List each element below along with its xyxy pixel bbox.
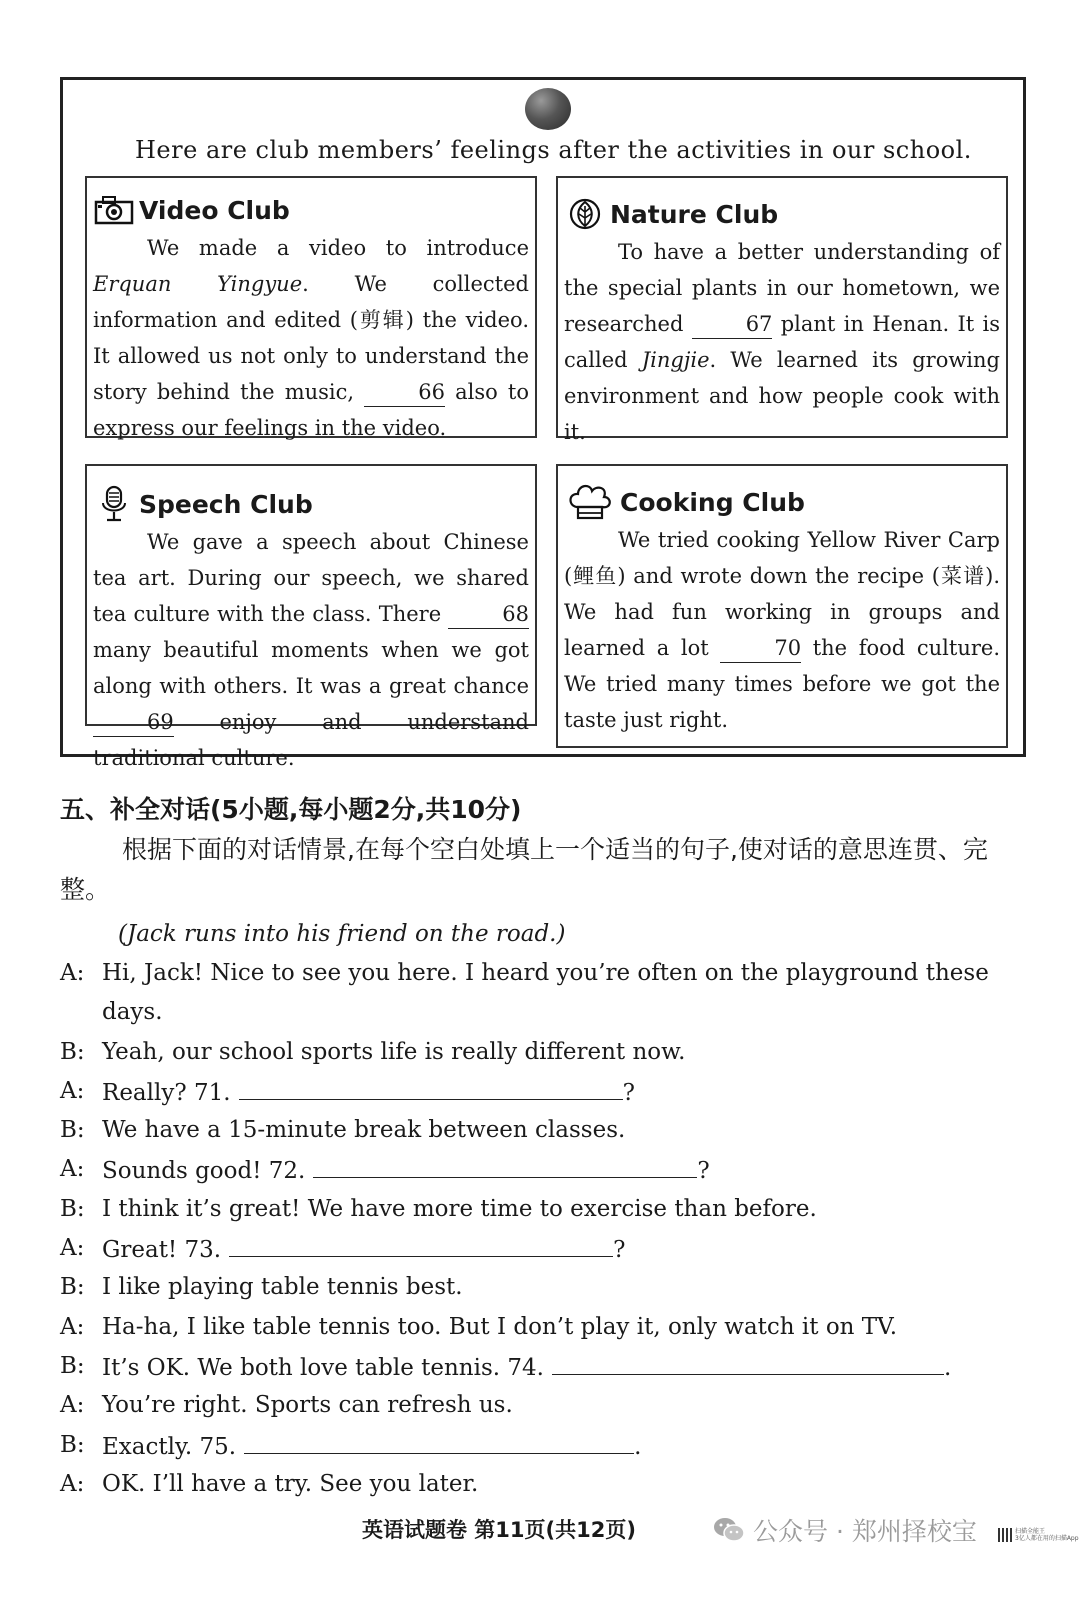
dialog-lines: [60, 954, 1026, 1504]
dialog-line: [60, 954, 1026, 1033]
leaf-icon: [564, 197, 606, 231]
speaker-label: B:: [60, 1038, 85, 1065]
blank-67: 67: [692, 310, 773, 339]
speaker-label: A:: [60, 960, 85, 986]
video-club-card: [85, 176, 537, 438]
dialog-text: We have a 15-minute break between classes.: [102, 1117, 626, 1144]
cooking-club-card: [556, 464, 1008, 748]
dialog-line: [60, 1150, 1026, 1189]
dialog-text: It’s OK. We both love table tennis. 74. .: [102, 1347, 1026, 1388]
dialog-text: Exactly. 75. .: [102, 1426, 1026, 1467]
speech-club-title: Speech Club: [139, 489, 313, 519]
dialog-scene: (Jack runs into his friend on the road.): [118, 921, 566, 947]
chef-hat-icon: [564, 485, 616, 519]
camera-icon: [93, 193, 135, 227]
qr-code-icon: [998, 1528, 1012, 1542]
speaker-label: A:: [60, 1077, 85, 1104]
dialog-line: [60, 1033, 1026, 1072]
speaker-label: B:: [60, 1117, 85, 1144]
dialog-line: [60, 1308, 1026, 1347]
nature-club-card: [556, 176, 1008, 444]
dialog-line: [60, 1268, 1026, 1307]
watermark-text: 公众号 · 郑州择校宝: [753, 1517, 977, 1546]
watermark: [713, 1512, 977, 1548]
dialog-line: [60, 1426, 1026, 1465]
scanner-brand: 扫描全能王 3亿人都在用的扫描App: [1015, 1528, 1079, 1542]
section-title: 五、补全对话(5小题,每小题2分,共10分): [60, 795, 522, 824]
answer-blank[interactable]: [229, 1229, 613, 1257]
speaker-label: A:: [60, 1392, 85, 1419]
speaker-label: B:: [60, 1195, 85, 1222]
answer-blank[interactable]: [239, 1072, 623, 1100]
speaker-label: B:: [60, 1274, 85, 1301]
blank-70: 70: [720, 634, 801, 663]
blank-66: 66: [364, 378, 445, 407]
nature-club-text: To have a better understanding of the special plants in our hometown, we researched 67 plant in Henan. It is called Jingjie. We learned its growing environment and how people cook with it.: [564, 240, 1000, 444]
dialog-line: [60, 1072, 1026, 1111]
speech-club-card: [85, 464, 537, 770]
dialog-section: [60, 790, 1026, 1504]
dialog-line: [60, 1347, 1026, 1386]
dialog-line: [60, 1465, 1026, 1504]
speaker-label: B:: [60, 1352, 85, 1379]
dialog-text: Ha-ha, I like table tennis too. But I don’t play it, only watch it on TV.: [102, 1313, 898, 1340]
dialog-text: OK. I’ll have a try. See you later.: [102, 1470, 479, 1497]
speech-club-text: We gave a speech about Chinese tea art. During our speech, we shared tea culture with the class. There 68 many beautiful moments when we got along with others. It was a great chance 69 enjoy and understand traditional culture.: [93, 530, 529, 770]
cooking-club-title: Cooking Club: [620, 487, 805, 517]
dialog-line: [60, 1190, 1026, 1229]
dialog-text: Yeah, our school sports life is really different now.: [102, 1038, 686, 1065]
blank-69: 69: [93, 708, 174, 737]
page-number: 英语试题卷 第11页(共12页): [362, 1518, 636, 1542]
answer-blank[interactable]: [552, 1347, 944, 1375]
answer-blank[interactable]: [244, 1426, 634, 1454]
reading-box: [60, 77, 1026, 770]
blank-68: 68: [448, 600, 529, 629]
dialog-text: Sounds good! 72. ?: [102, 1150, 1026, 1191]
dialog-text: I think it’s great! We have more time to exercise than before.: [102, 1195, 817, 1222]
dialog-text: Great! 73. ?: [102, 1229, 1026, 1270]
dialog-text: I like playing table tennis best.: [102, 1274, 463, 1301]
microphone-icon: [93, 487, 135, 521]
cooking-club-text: We tried cooking Yellow River Carp (鲤鱼) and wrote down the recipe (菜谱). We had fun working in groups and learned a lot 70 the food culture. We tried many times before we got the taste just right.: [564, 528, 1000, 732]
intro-text: Here are club members’ feelings after the activities in our school.: [135, 136, 972, 164]
speaker-label: A:: [60, 1313, 85, 1340]
speaker-label: A:: [60, 1235, 85, 1262]
dialog-line: [60, 1229, 1026, 1268]
dialog-text: Hi, Jack! Nice to see you here. I heard you’re often on the playground these days.: [102, 960, 989, 1025]
section-instruction: 根据下面的对话情景,在每个空白处填上一个适当的句子,使对话的意思连贯、完整。: [60, 835, 988, 904]
video-club-title: Video Club: [139, 195, 290, 225]
apple-badge-icon: [525, 88, 571, 130]
speaker-label: A:: [60, 1156, 85, 1183]
video-club-text: We made a video to introduce Erquan Yingyue. We collected information and edited (剪辑) the video. It allowed us not only to understand the story behind the music, 66 also to express our feelings in the video.: [93, 236, 529, 440]
dialog-text: Really? 71. ?: [102, 1072, 1026, 1113]
dialog-line: [60, 1386, 1026, 1425]
dialog-text: You’re right. Sports can refresh us.: [102, 1392, 513, 1419]
answer-blank[interactable]: [313, 1150, 697, 1178]
nature-club-title: Nature Club: [610, 199, 779, 229]
speaker-label: B:: [60, 1431, 85, 1458]
speaker-label: A:: [60, 1470, 85, 1497]
dialog-line: [60, 1111, 1026, 1150]
page-footer: [0, 1508, 1080, 1548]
wechat-icon: [713, 1517, 745, 1543]
